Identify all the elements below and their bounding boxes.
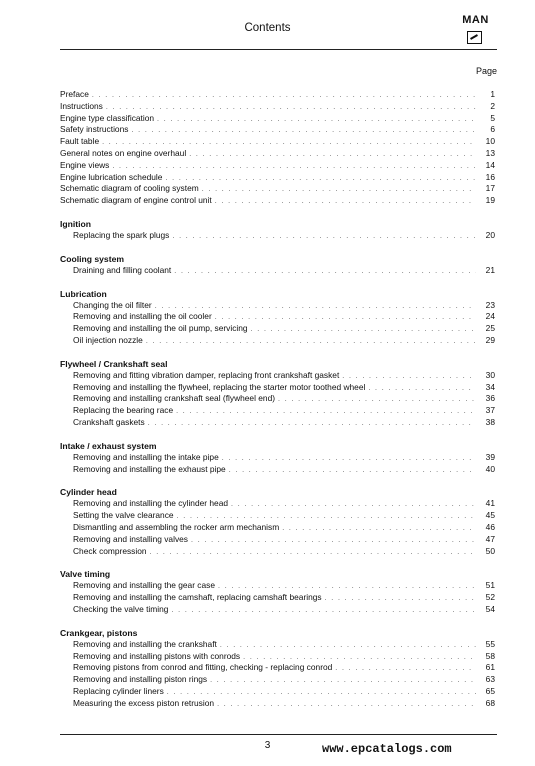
dot-leader [171, 605, 476, 617]
toc-entry-page: 41 [485, 498, 495, 509]
toc-entry-page: 17 [485, 183, 495, 194]
toc-entry-label: Removing and fitting vibration damper, replacing front crankshaft gasket [73, 369, 340, 380]
toc-entry[interactable] [60, 160, 497, 172]
dot-leader [210, 675, 476, 687]
dot-leader [131, 125, 476, 137]
toc-entry-page: 21 [485, 264, 495, 275]
dot-leader [215, 196, 476, 208]
dot-leader [165, 173, 476, 185]
toc-entry[interactable] [60, 113, 497, 125]
toc-entry[interactable] [60, 183, 497, 195]
toc-entry-label: Setting the valve clearance [73, 510, 174, 521]
toc-entry-label: Removing pistons from conrod and fitting, checking - replacing conrod [73, 662, 333, 673]
toc-entry[interactable] [60, 405, 497, 417]
toc-entry-label: Removing and installing valves [73, 533, 188, 544]
man-logo-text: MAN [462, 14, 489, 26]
toc-entry[interactable] [60, 148, 497, 160]
toc-entry[interactable] [60, 335, 497, 347]
dot-leader [150, 547, 476, 559]
toc-entry-label: Schematic diagram of cooling system [60, 183, 199, 194]
toc-entry[interactable] [60, 592, 497, 604]
dot-leader [368, 383, 476, 395]
toc-entry-page: 36 [485, 393, 495, 404]
toc-entry[interactable] [60, 534, 497, 546]
dot-leader [148, 418, 476, 430]
toc-entry-page: 51 [485, 580, 495, 591]
toc-entry[interactable] [60, 136, 497, 148]
toc-entry[interactable] [60, 101, 497, 113]
toc-entry-label: Changing the oil filter [73, 299, 152, 310]
dot-leader [325, 593, 476, 605]
toc-entry-page: 20 [485, 229, 495, 240]
dot-leader [231, 499, 476, 511]
toc-entry[interactable] [60, 393, 497, 405]
toc-entry-label: Schematic diagram of engine control unit [60, 195, 212, 206]
toc-entry[interactable] [60, 89, 497, 101]
toc-entry-page: 29 [485, 334, 495, 345]
dot-leader [146, 336, 476, 348]
toc-entry-label: Measuring the excess piston retrusion [73, 697, 215, 708]
toc-entry-label: Removing and installing the intake pipe [73, 451, 219, 462]
toc-entry-label: Safety instructions [60, 124, 129, 135]
toc-entry[interactable] [60, 230, 497, 242]
toc-entry-page: 61 [485, 662, 495, 673]
toc-entry-page: 34 [485, 381, 495, 392]
dot-leader [112, 161, 476, 173]
toc-entry-label: Engine views [60, 159, 110, 170]
toc-entry[interactable] [60, 311, 497, 323]
toc-entry[interactable] [60, 546, 497, 558]
section-heading: Cylinder head [60, 487, 117, 498]
toc-entry-page: 1 [490, 89, 495, 99]
lion-badge-icon [467, 31, 482, 44]
toc-entry-label: Engine lubrication schedule [60, 171, 163, 182]
toc-entry-page: 5 [490, 112, 495, 123]
toc-entry[interactable] [60, 510, 497, 522]
toc-entry-label: Removing and installing the oil pump, servicing [73, 323, 248, 334]
toc-entry[interactable] [60, 172, 497, 184]
section-heading: Lubrication [60, 288, 107, 299]
toc-entry[interactable] [60, 124, 497, 136]
toc-entry-page: 52 [485, 592, 495, 603]
toc-entry-label: Checking the valve timing [73, 603, 169, 614]
man-logo [453, 14, 498, 48]
toc-entry-page: 58 [485, 650, 495, 661]
dot-leader [215, 312, 476, 324]
toc-entry-label: Removing and installing the flywheel, replacing the starter motor toothed wheel [73, 381, 366, 392]
toc-entry-page: 55 [485, 638, 495, 649]
header-rule [60, 49, 497, 50]
toc-entry-page: 23 [485, 299, 495, 310]
toc-entry-label: Engine type classification [60, 112, 155, 123]
toc-entry[interactable] [60, 370, 497, 382]
toc-entry[interactable] [60, 686, 497, 698]
toc-entry-label: Check compression [73, 545, 147, 556]
toc-entry-label: Oil injection nozzle [73, 334, 143, 345]
toc-entry[interactable] [60, 662, 497, 674]
toc-entry-label: Replacing the bearing race [73, 405, 174, 416]
dot-leader [251, 324, 476, 336]
toc-entry[interactable] [60, 323, 497, 335]
dot-leader [189, 149, 476, 161]
toc-entry-label: Instructions [60, 100, 103, 111]
toc-entry-page: 50 [485, 545, 495, 556]
toc-entry-label: General notes on engine overhaul [60, 147, 187, 158]
toc-entry-page: 45 [485, 510, 495, 521]
dot-leader [106, 102, 476, 114]
toc-entry-page: 47 [485, 533, 495, 544]
toc-entry-page: 25 [485, 323, 495, 334]
toc-entry[interactable] [60, 674, 497, 686]
toc-entry-label: Removing and installing the cylinder head [73, 498, 229, 509]
toc-entry-page: 6 [490, 124, 495, 135]
toc-entry[interactable] [60, 265, 497, 277]
section-heading: Crankgear, pistons [60, 627, 138, 638]
toc-entry-page: 16 [485, 171, 495, 182]
toc-entry-page: 10 [485, 136, 495, 147]
toc-entry-label: Removing and installing piston rings [73, 674, 208, 685]
toc-entry[interactable] [60, 498, 497, 510]
dot-leader [282, 523, 476, 535]
toc-entry[interactable] [60, 698, 497, 710]
dot-leader [222, 453, 476, 465]
page-title: Contents [244, 22, 291, 34]
dot-leader [335, 663, 476, 675]
toc-entry-label: Removing and installing the gear case [73, 580, 215, 591]
toc-entry[interactable] [60, 522, 497, 534]
section-heading: Intake / exhaust system [60, 440, 157, 451]
section-heading: Valve timing [60, 569, 111, 580]
dot-leader [191, 535, 476, 547]
toc-entry-page: 19 [485, 195, 495, 206]
toc-entry-page: 40 [485, 463, 495, 474]
toc-entry-page: 39 [485, 451, 495, 462]
toc-entry-label: Removing and installing the oil cooler [73, 311, 212, 322]
toc-entry[interactable] [60, 604, 497, 616]
dot-leader [92, 90, 476, 102]
dot-leader [217, 699, 476, 711]
toc-entry-page: 46 [485, 521, 495, 532]
table-of-contents [60, 89, 497, 709]
toc-entry-label: Removing and installing crankshaft seal (flywheel end) [73, 393, 276, 404]
section-heading: Ignition [60, 218, 92, 229]
dot-leader [176, 406, 476, 418]
section-heading: Cooling system [60, 253, 124, 264]
toc-entry-page: 13 [485, 147, 495, 158]
dot-leader [157, 114, 476, 126]
website-watermark: www.epcatalogs.com [322, 742, 452, 756]
dot-leader [229, 465, 476, 477]
toc-entry-page: 14 [485, 159, 495, 170]
toc-entry-page: 54 [485, 603, 495, 614]
toc-entry-label: Removing and installing the crankshaft [73, 638, 217, 649]
toc-entry-page: 68 [485, 697, 495, 708]
toc-entry-label: Replacing cylinder liners [73, 685, 164, 696]
toc-entry-page: 65 [485, 685, 495, 696]
section-heading: Flywheel / Crankshaft seal [60, 358, 168, 369]
toc-entry[interactable] [60, 382, 497, 394]
toc-entry-label: Removing and installing the exhaust pipe [73, 463, 226, 474]
toc-entry[interactable] [60, 651, 497, 663]
toc-entry-page: 63 [485, 674, 495, 685]
toc-entry-label: Draining and filling coolant [73, 264, 172, 275]
toc-entry-page: 24 [485, 311, 495, 322]
toc-entry-page: 30 [485, 369, 495, 380]
page-column-header: Page [475, 66, 497, 76]
toc-entry[interactable] [60, 452, 497, 464]
toc-entry[interactable] [60, 195, 497, 207]
toc-entry-page: 37 [485, 405, 495, 416]
toc-entry[interactable] [60, 300, 497, 312]
dot-leader [172, 231, 476, 243]
dot-leader [278, 394, 476, 406]
toc-entry-label: Preface [60, 89, 89, 99]
toc-entry-label: Removing and installing the camshaft, replacing camshaft bearings [73, 592, 322, 603]
dot-leader [202, 184, 476, 196]
toc-entry-page: 38 [485, 416, 495, 427]
dot-leader [174, 266, 476, 278]
toc-entry-label: Removing and installing pistons with conrods [73, 650, 241, 661]
toc-entry[interactable] [60, 580, 497, 592]
toc-entry[interactable] [60, 464, 497, 476]
toc-entry[interactable] [60, 639, 497, 651]
toc-entry[interactable] [60, 417, 497, 429]
toc-entry-label: Crankshaft gaskets [73, 416, 145, 427]
toc-entry-label: Fault table [60, 136, 100, 147]
footer-rule [60, 734, 497, 735]
toc-entry-label: Dismantling and assembling the rocker arm mechanism [73, 521, 280, 532]
page-number: 3 [264, 740, 271, 751]
dot-leader [220, 640, 476, 652]
toc-entry-label: Replacing the spark plugs [73, 229, 170, 240]
toc-entry-page: 2 [490, 100, 495, 111]
